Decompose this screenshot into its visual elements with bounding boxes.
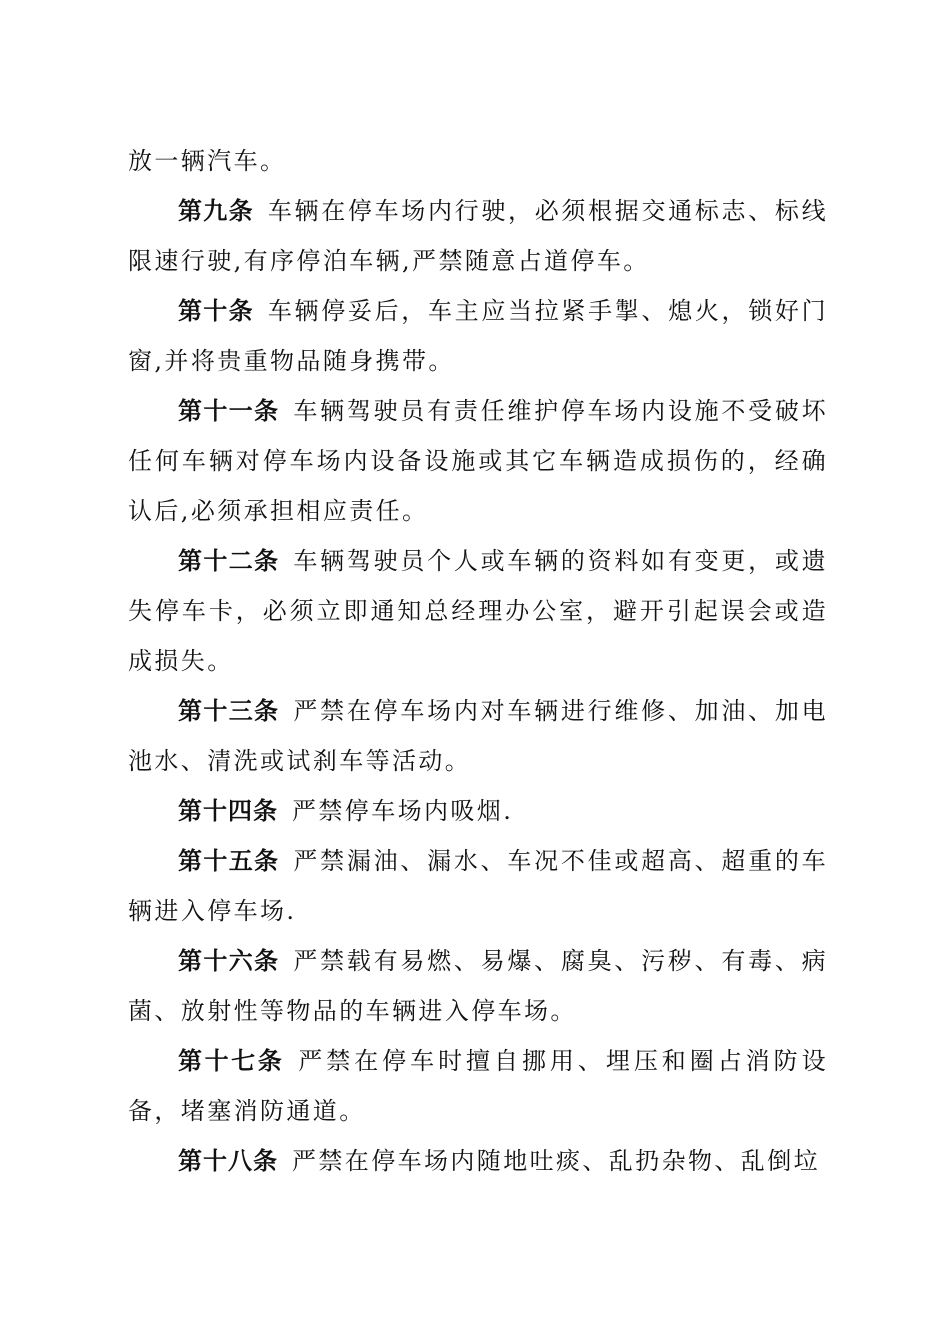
article-number: 第九条 (178, 197, 254, 225)
article-17 (128, 1036, 828, 1136)
article-14 (128, 786, 828, 836)
paragraph-continuation (128, 136, 828, 186)
article-text: 严禁停车场内吸烟. (292, 797, 514, 825)
article-text: 严禁漏油、漏水、车况不佳或超高、超重的车辆进入停车场. (128, 847, 829, 925)
article-text: 严禁在停车场内对车辆进行维修、加油、加电池水、清洗或试刹车等活动。 (128, 697, 829, 775)
article-number: 第十八条 (178, 1147, 278, 1175)
article-15 (128, 836, 828, 936)
paragraph-text: 放一辆汽车。 (128, 147, 287, 175)
article-number: 第十二条 (178, 547, 280, 575)
article-number: 第十六条 (178, 947, 280, 975)
document-body (128, 136, 828, 1186)
article-number: 第十四条 (178, 797, 278, 825)
article-18 (128, 1136, 828, 1186)
article-number: 第十三条 (178, 697, 280, 725)
article-text: 严禁载有易燃、易爆、腐臭、污秽、有毒、病菌、放射性等物品的车辆进入停车场。 (128, 947, 829, 1025)
article-text: 车辆停妥后，车主应当拉紧手掣、熄火，锁好门窗,并将贵重物品随身携带。 (128, 297, 829, 375)
article-13 (128, 686, 828, 786)
article-number: 第十一条 (178, 397, 280, 425)
article-text: 车辆驾驶员有责任维护停车场内设施不受破坏任何车辆对停车场内设备设施或其它车辆造成损伤的，经确认后,必须承担相应责任。 (128, 397, 829, 525)
article-number: 第十七条 (178, 1047, 285, 1075)
article-11 (128, 386, 828, 536)
article-16 (128, 936, 828, 1036)
article-12 (128, 536, 828, 686)
article-number: 第十条 (178, 297, 254, 325)
article-text: 严禁在停车场内随地吐痰、乱扔杂物、乱倒垃 (292, 1147, 820, 1175)
article-text: 车辆在停车场内行驶，必须根据交通标志、标线限速行驶,有序停泊车辆,严禁随意占道停车。 (128, 197, 829, 275)
article-10 (128, 286, 828, 386)
article-text: 严禁在停车时擅自挪用、埋压和圈占消防设备，堵塞消防通道。 (128, 1047, 829, 1125)
article-text: 车辆驾驶员个人或车辆的资料如有变更，或遗失停车卡，必须立即通知总经理办公室，避开引起误会或造成损失。 (128, 547, 829, 675)
article-9 (128, 186, 828, 286)
article-number: 第十五条 (178, 847, 280, 875)
